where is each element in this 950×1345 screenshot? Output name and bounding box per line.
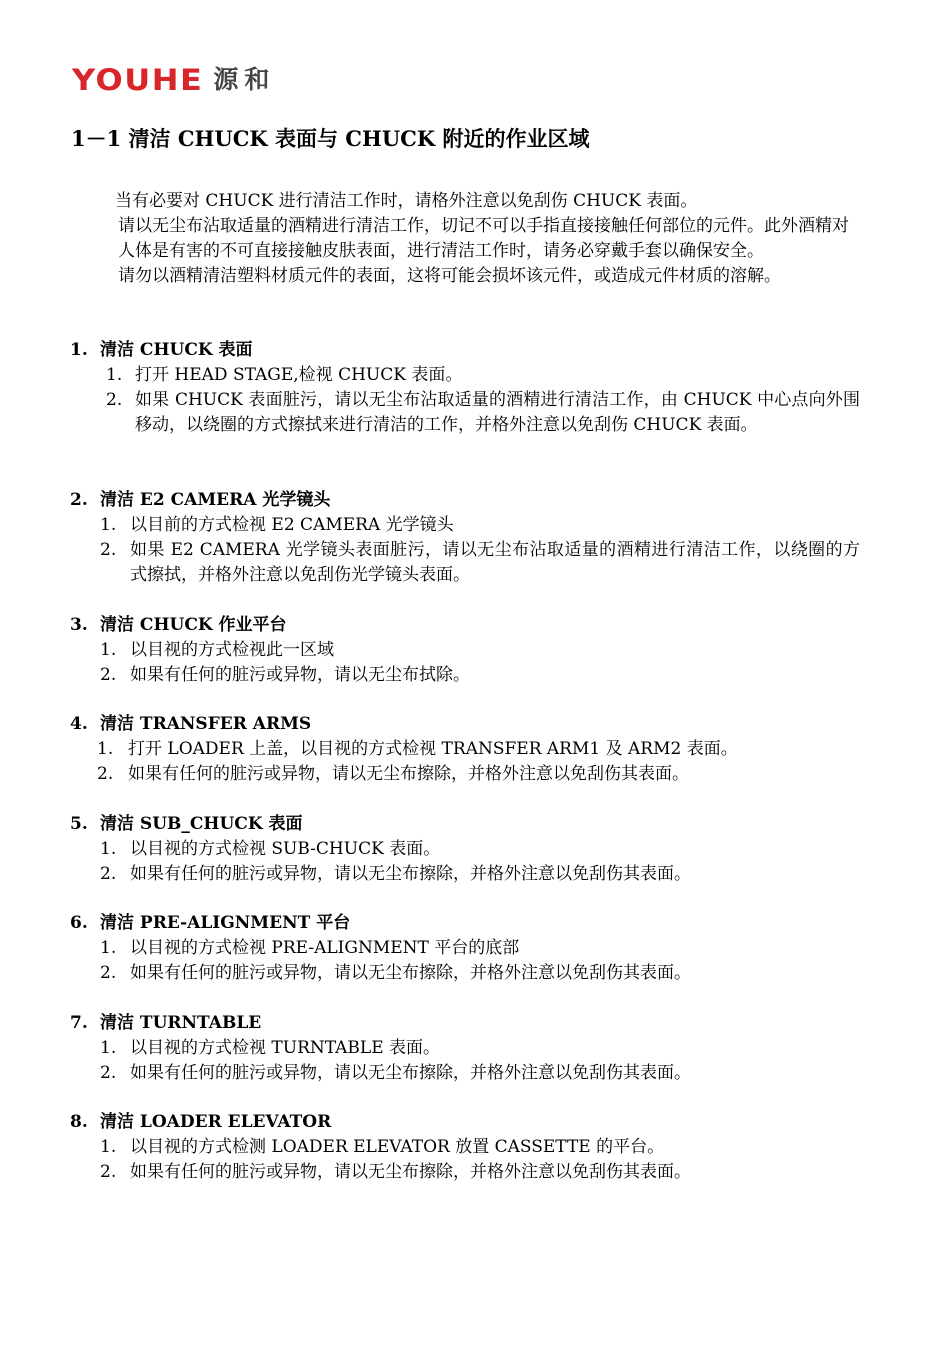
list-item bbox=[70, 1036, 860, 1061]
item-text: 如果有任何的脏污或异物，请以无尘布擦除，并格外注意以免刮伤其表面。 bbox=[128, 764, 689, 784]
intro-paragraph: 当有必要对 CHUCK 进行清洁工作时，请格外注意以免刮伤 CHUCK 表面。 bbox=[115, 191, 698, 211]
item-text: 如果有任何的脏污或异物，请以无尘布擦除，并格外注意以免刮伤其表面。 bbox=[130, 1162, 691, 1182]
section-title: 清洁 PRE-ALIGNMENT 平台 bbox=[100, 913, 351, 933]
item-text: 以目视的方式检测 LOADER ELEVATOR 放置 CASSETTE 的平台。 bbox=[130, 1137, 665, 1157]
item-text: 如果有任何的脏污或异物，请以无尘布擦除，并格外注意以免刮伤其表面。 bbox=[130, 963, 691, 983]
intro-paragraph: 请以无尘布沾取适量的酒精进行清洁工作，切记不可以手指直接接触任何部位的元件。此外酒精对人体是有害的不可直接接触皮肤表面，进行清洁工作时，请务必穿戴手套以确保安全。 bbox=[118, 216, 849, 261]
company-logo bbox=[72, 63, 275, 97]
section-clean-loader-elevator bbox=[70, 1110, 860, 1185]
item-text: 打开 LOADER 上盖，以目视的方式检视 TRANSFER ARM1 及 ARM2 表面。 bbox=[128, 739, 738, 759]
section-clean-chuck-platform bbox=[70, 613, 860, 688]
item-text: 如果 CHUCK 表面脏污，请以无尘布沾取适量的酒精进行清洁工作，由 CHUCK 中心点向外围移动，以绕圈的方式擦拭来进行清洁的工作，并格外注意以免刮伤 CHUCK 表面。 bbox=[135, 390, 860, 435]
intro-paragraph: 请勿以酒精清洁塑料材质元件的表面，这将可能会损坏该元件，或造成元件材质的溶解。 bbox=[118, 266, 781, 286]
item-number: 2. bbox=[100, 540, 117, 560]
list-item bbox=[70, 363, 860, 388]
list-item bbox=[70, 737, 860, 762]
section-heading bbox=[70, 613, 860, 638]
list-item bbox=[70, 762, 860, 787]
section-number: 7. bbox=[70, 1013, 88, 1033]
item-number: 1. bbox=[100, 1137, 117, 1157]
section-title: 清洁 TURNTABLE bbox=[100, 1013, 262, 1033]
list-item bbox=[70, 961, 860, 986]
section-clean-pre-alignment bbox=[70, 911, 860, 986]
list-item bbox=[70, 538, 860, 588]
item-text: 如果有任何的脏污或异物，请以无尘布擦除，并格外注意以免刮伤其表面。 bbox=[130, 1063, 691, 1083]
section-number: 4. bbox=[70, 714, 88, 734]
section-number: 1. bbox=[70, 340, 88, 360]
item-number: 2. bbox=[106, 390, 123, 410]
section-heading bbox=[70, 338, 860, 363]
item-number: 2. bbox=[100, 1162, 117, 1182]
list-item bbox=[70, 1160, 860, 1185]
section-heading bbox=[70, 812, 860, 837]
section-title: 清洁 TRANSFER ARMS bbox=[100, 714, 312, 734]
page-title: 1－1 清洁 CHUCK 表面与 CHUCK 附近的作业区域 bbox=[71, 126, 590, 151]
section-clean-transfer-arms bbox=[70, 712, 860, 787]
section-title: 清洁 CHUCK 作业平台 bbox=[100, 615, 287, 635]
section-title: 清洁 E2 CAMERA 光学镜头 bbox=[100, 490, 331, 510]
item-text: 如果有任何的脏污或异物，请以无尘布拭除。 bbox=[130, 665, 470, 685]
list-item bbox=[70, 837, 860, 862]
section-clean-e2-camera bbox=[70, 488, 860, 588]
item-text: 以目视的方式检视 PRE-ALIGNMENT 平台的底部 bbox=[130, 938, 520, 958]
item-number: 1. bbox=[100, 515, 117, 535]
item-number: 1. bbox=[100, 640, 117, 660]
item-number: 2. bbox=[100, 1063, 117, 1083]
list-item bbox=[70, 388, 860, 438]
item-text: 如果有任何的脏污或异物，请以无尘布擦除，并格外注意以免刮伤其表面。 bbox=[130, 864, 691, 884]
item-text: 打开 HEAD STAGE,检视 CHUCK 表面。 bbox=[135, 365, 463, 385]
section-heading bbox=[70, 1110, 860, 1135]
list-item bbox=[70, 936, 860, 961]
section-heading bbox=[70, 712, 860, 737]
list-item bbox=[70, 862, 860, 887]
list-item bbox=[70, 513, 860, 538]
section-number: 3. bbox=[70, 615, 88, 635]
logo-chinese-name: 源和 bbox=[213, 65, 276, 94]
list-item bbox=[70, 1061, 860, 1086]
item-number: 1. bbox=[100, 1038, 117, 1058]
item-number: 1. bbox=[100, 839, 117, 859]
section-number: 8. bbox=[70, 1112, 88, 1132]
item-text: 以目视的方式检视此一区域 bbox=[130, 640, 334, 660]
item-number: 2. bbox=[100, 963, 117, 983]
item-number: 2. bbox=[100, 864, 117, 884]
section-number: 5. bbox=[70, 814, 88, 834]
item-number: 1. bbox=[106, 365, 123, 385]
logo-wordmark: YOUHE bbox=[72, 62, 204, 98]
section-clean-chuck-surface bbox=[70, 338, 860, 438]
section-number: 2. bbox=[70, 490, 88, 510]
section-title: 清洁 SUB_CHUCK 表面 bbox=[100, 814, 303, 834]
item-number: 2. bbox=[97, 764, 114, 784]
item-text: 如果 E2 CAMERA 光学镜头表面脏污，请以无尘布沾取适量的酒精进行清洁工作，以绕圈的方式擦拭，并格外注意以免刮伤光学镜头表面。 bbox=[130, 540, 860, 585]
item-text: 以目视的方式检视 SUB-CHUCK 表面。 bbox=[130, 839, 441, 859]
section-title: 清洁 CHUCK 表面 bbox=[100, 340, 253, 360]
item-text: 以目视的方式检视 TURNTABLE 表面。 bbox=[130, 1038, 441, 1058]
section-heading bbox=[70, 911, 860, 936]
item-number: 2. bbox=[100, 665, 117, 685]
item-number: 1. bbox=[97, 739, 114, 759]
item-number: 1. bbox=[100, 938, 117, 958]
section-clean-sub-chuck bbox=[70, 812, 860, 887]
list-item bbox=[70, 638, 860, 663]
section-heading bbox=[70, 1011, 860, 1036]
list-item bbox=[70, 1135, 860, 1160]
section-heading bbox=[70, 488, 860, 513]
item-text: 以目前的方式检视 E2 CAMERA 光学镜头 bbox=[130, 515, 454, 535]
section-number: 6. bbox=[70, 913, 88, 933]
section-title: 清洁 LOADER ELEVATOR bbox=[100, 1112, 332, 1132]
list-item bbox=[70, 663, 860, 688]
intro-notes bbox=[115, 189, 858, 289]
section-clean-turntable bbox=[70, 1011, 860, 1086]
